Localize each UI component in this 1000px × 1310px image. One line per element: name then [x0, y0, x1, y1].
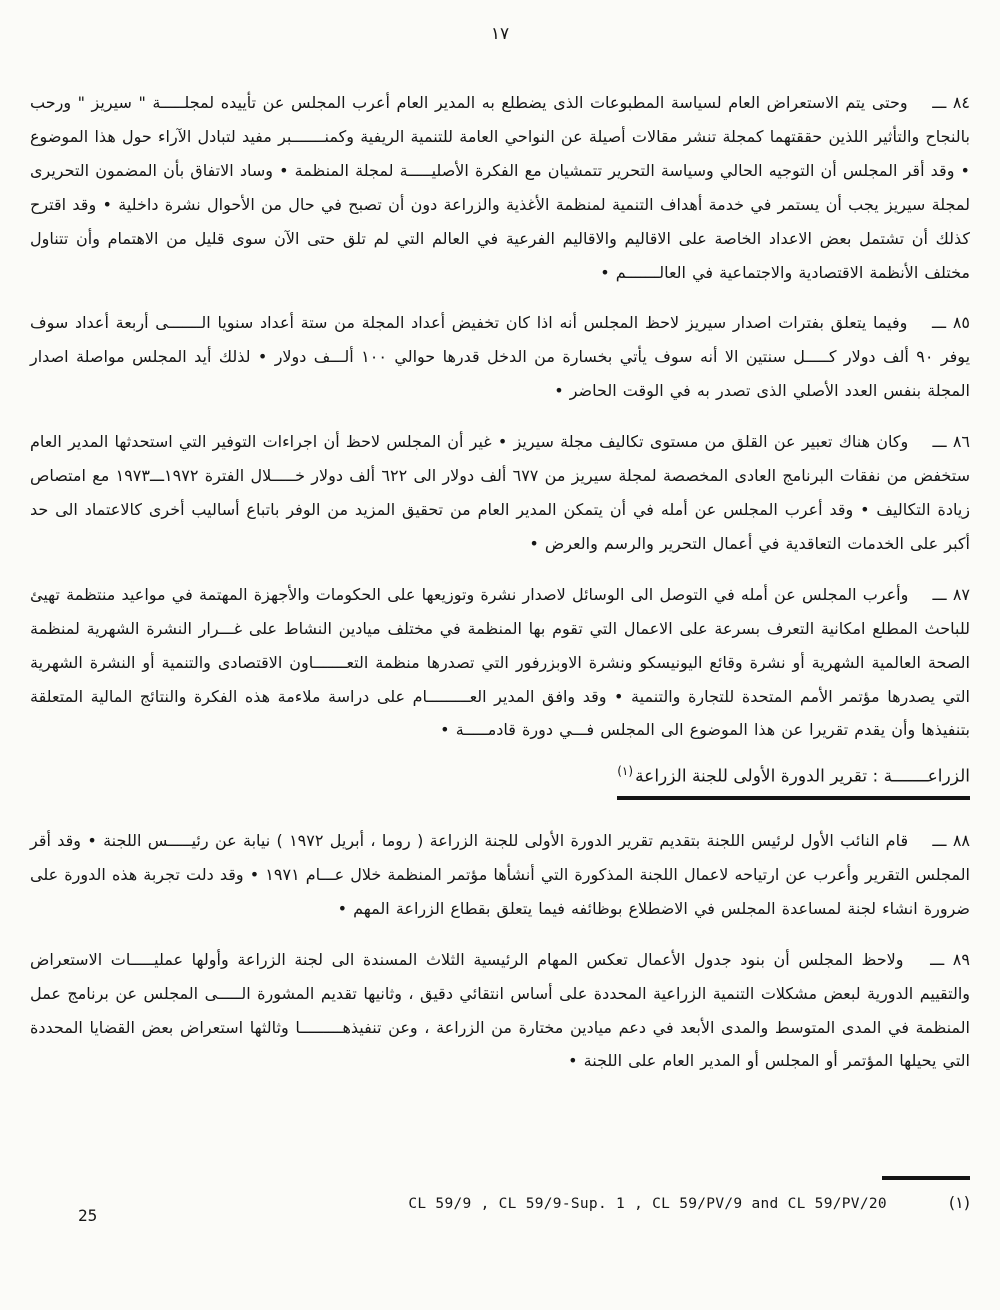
paragraph-text: ولاحظ المجلس أن بنود جدول الأعمال تعكس المهام الرئيسية الثلاث المسندة الى لجنة الزراعة وأولها عمليـــــات الاستعراض والتقييم الدورية لبعض مشكلات التنمية الزراعية المحددة على أساس انتقائي دقيق ، وثانيها تقديم المشورة الـــــى المجلس عن برنامج عمل المنظمة في المدى المتوسط والمدى الأبعد في دعم ميادين مختارة من الزراعة ، وعن تنفيذهـــــــــا وثالثها استعراض بعض القضايا المحددة التي يحيلها المؤتمر أو المجلس أو المدير العام على اللجنة •	[30, 949, 970, 1071]
paragraph-text: وفيما يتعلق بفترات اصدار سيريز لاحظ المجلس أنه اذا كان تخفيض أعداد المجلة من ستة أعداد سنويا الـــــــى أربعة أعداد سوف يوفر ٩٠ ألف دولار كـــــل سنتين الا أنه سوف يأتي بخسارة من الدخل قدرها حوالي ١٠٠ ألـــف دولار • لذلك أيد المجلس مواصلة اصدار المجلة بنفس العدد الأصلي الذى تصدر به في الوقت الحاضر •	[30, 313, 971, 401]
paragraph-number: ٨٥ ـــ	[932, 313, 971, 333]
section-heading-text: الزراعـــــــة : تقرير الدورة الأولى للجنة الزراعة	[635, 766, 970, 787]
paragraph-text: قام النائب الأول لرئيس اللجنة بتقديم تقرير الدورة الأولى للجنة الزراعة ( روما ، أبريل ١٩٧٢ ) نيابة عن رئيـــــس اللجنة • وقد أقر المجلس التقرير وأعرب عن ارتياحه لاعمال اللجنة المذكورة التي أنشأها مؤتمر المنظمة خلال عـــام ١٩٧١ • وقد دلت تجربة هذه الدورة على ضرورة انشاء لجنة لمساعدة المجلس في الاضطلاع بوظائفه فيما يتعلق بقطاع الزراعة المهم •	[30, 830, 970, 918]
paragraph-86	[30, 425, 970, 561]
document-body	[30, 86, 970, 1095]
paragraph-number: ٨٤ ـــ	[932, 93, 971, 112]
paragraph-number: ٨٩ ـــ	[930, 949, 970, 969]
footnote-block	[30, 1176, 970, 1212]
footnote-divider	[882, 1176, 970, 1180]
section-heading-agriculture	[617, 764, 970, 800]
paragraph-text: وكان هناك تعبير عن القلق من مستوى تكاليف مجلة سيريز • غير أن المجلس لاحظ أن اجراءات التوفير التي استحدثها المدير العام ستخفض من نفقات البرنامج العادى المخصصة لمجلة سيريز من ٦٧٧ ألف دولار الى ٦٢٢ ألف دولار خـــــلال الفترة ١٩٧٢ـــ١٩٧٣ مع امتصاص زيادة التكاليف • وقد أعرب المجلس عن أمله في أن يتمكن المدير العام من تحقيق المزيد من الوفر باتباع أساليب أخرى كالاعتماد الى حد أكبر على الخدمات التعاقدية في أعمال التحرير والرسم والعرض •	[30, 432, 970, 553]
paragraph-85	[30, 306, 970, 408]
footnote-line	[30, 1193, 970, 1212]
paragraph-text: وحتى يتم الاستعراض العام لسياسة المطبوعات الذى يضطلع به المدير العام أعرب المجلس عن تأييده لمجلـــــة " سيريز " ورحب بالنجاح والتأثير اللذين حققتهما كمجلة تنشر مقالات أصيلة عن النواحي العامة للتنمية الريفية وكمنـــــــبر مفيد لتبادل الآراء حول هذا الموضوع • وقد أقر المجلس أن التوجيه الحالي وسياسة التحرير تتمشيان مع الفكرة الأصليـــــة لمجلة المنظمة • وساد الاتفاق بأن المضمون التحريرى لمجلة سيريز يجب أن يستمر في خدمة أهداف التنمية لمنظمة الأغذية والزراعة دون أن تصبح في حال من الأحوال نشرة داخلية • وقد اقترح كذلك أن تشتمل بعض الاعداد الخاصة على الاقاليم والاقاليم الفرعية في العالم التي لم تلق حتى الآن سوى قليل من الاهتمام وأن تتناول مختلف الأنظمة الاقتصادية والاجتماعية في العالـــــــم •	[30, 93, 970, 282]
footnote-source-text: CL 59/9 , CL 59/9-Sup. 1 , CL 59/PV/9 and CL 59/PV/20	[408, 1196, 887, 1212]
section-heading-wrap	[30, 764, 970, 800]
paragraph-text: وأعرب المجلس عن أمله في التوصل الى الوسائل لاصدار نشرة وتوزيعها على الحكومات والأجهزة المهتمة في مواعيد منتظمة تهيئ للباحث المطلع امكانية التعرف بسرعة على الاعمال التي تقوم بها المنظمة في مختلف ميادين النشاط على غـــرار النشرة الشهرية لمنظمة الصحة العالمية الشهرية أو نشرة وقائع اليونيسكو ونشرة الاوبزرفور التي تصدرها منظمة التعـــــــاون الاقتصادى والتنمية أو النشرة الشهرية التي يصدرها مؤتمر الأمم المتحدة للتجارة والتنمية • وقد وافق المدير العـــــــــام على دراسة ملاءمة هذه الفكرة والنتائج المالية المتعلقة بتنفيذها وأن يقدم تقريرا عن هذا الموضوع الى المجلس فـــي دورة قادمـــــة •	[30, 584, 970, 740]
footnote-ref: (١)	[948, 1193, 970, 1212]
paragraph-89	[30, 943, 970, 1079]
paragraph-87	[30, 578, 970, 748]
paragraph-number: ٨٨ ـــ	[932, 830, 970, 850]
paragraph-84	[30, 86, 970, 289]
paragraph-number: ٨٦ ـــ	[932, 432, 970, 452]
heading-footnote-ref: (١)	[617, 764, 634, 779]
page-number-bottom: 25	[78, 1206, 98, 1225]
page-number-top: ١٧	[490, 24, 510, 44]
paragraph-number: ٨٧ ـــ	[932, 584, 970, 604]
paragraph-88	[30, 824, 970, 926]
